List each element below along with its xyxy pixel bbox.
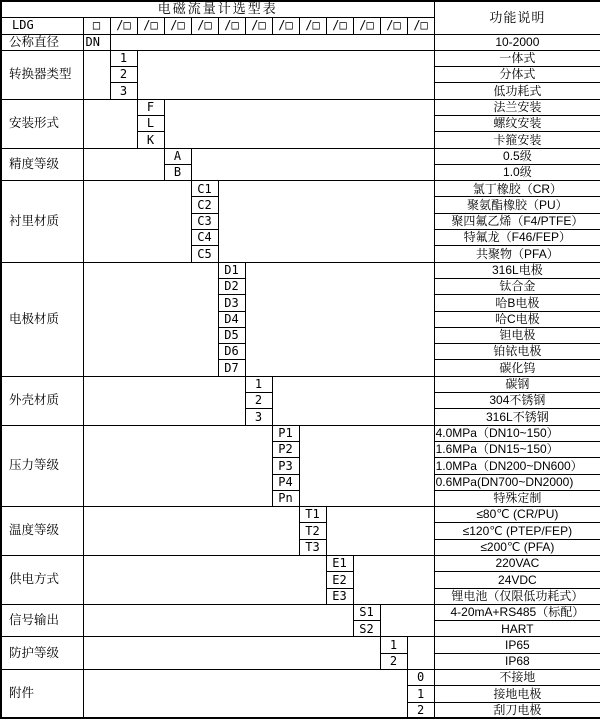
slash-code-box: /□	[272, 17, 299, 34]
option-desc: 哈B电极	[434, 295, 600, 311]
slash-code-box: /□	[137, 17, 164, 34]
option-desc: 4.0MPa（DN10~150）	[434, 425, 600, 441]
slash-code-box: /□	[218, 17, 245, 34]
option-desc: 聚四氟乙烯（F4/PTFE）	[434, 213, 600, 229]
code-cell: S2	[353, 621, 380, 637]
option-desc: 特殊定制	[434, 490, 600, 506]
code-cell: T1	[299, 507, 326, 523]
slash-code-box: /□	[299, 17, 326, 34]
category-label-accessories: 附件	[1, 670, 83, 719]
option-desc: HART	[434, 621, 600, 637]
spacer-cell	[110, 34, 434, 50]
category-label-pressure-rating: 压力等级	[1, 425, 83, 506]
option-desc: ≤200℃ (PFA)	[434, 539, 600, 555]
code-cell: E2	[326, 572, 353, 588]
code-cell: 1	[380, 637, 407, 653]
option-desc: 聚氨酯橡胶（PU）	[434, 197, 600, 213]
code-cell: K	[137, 132, 164, 148]
code-cell: P3	[272, 458, 299, 474]
spacer-cell	[83, 148, 164, 181]
category-label-nominal-diameter: 公称直径	[1, 34, 83, 50]
category-label-liner-material: 衬里材质	[1, 181, 83, 262]
table-title: 电磁流量计选型表	[1, 1, 434, 17]
category-label-electrode-material: 电极材质	[1, 262, 83, 376]
option-desc: 共聚物（PFA）	[434, 246, 600, 262]
category-label-protection-rating: 防护等级	[1, 637, 83, 670]
code-cell: T3	[299, 539, 326, 555]
slash-code-box: /□	[245, 17, 272, 34]
slash-code-box: /□	[380, 17, 407, 34]
spacer-cell	[137, 50, 434, 99]
option-desc: 一体式	[434, 50, 600, 66]
slash-code-box: /□	[191, 17, 218, 34]
option-desc: 钽电极	[434, 327, 600, 343]
option-desc: 法兰安装	[434, 99, 600, 115]
code-cell: D3	[218, 295, 245, 311]
code-cell: 2	[380, 653, 407, 669]
code-cell: E1	[326, 556, 353, 572]
spacer-cell	[245, 262, 434, 376]
option-desc: 低功耗式	[434, 83, 600, 99]
desc-column-header: 功能说明	[434, 1, 600, 34]
spacer-cell	[83, 181, 191, 262]
option-desc: ≤80℃ (CR/PU)	[434, 507, 600, 523]
option-desc: IP65	[434, 637, 600, 653]
spacer-cell	[380, 604, 434, 637]
option-desc: 1.6MPa（DN15~150）	[434, 441, 600, 457]
option-desc: 碳钢	[434, 376, 600, 392]
slash-code-box: /□	[407, 17, 434, 34]
code-cell: 0	[407, 670, 434, 686]
option-desc: 氯丁橡胶（CR）	[434, 181, 600, 197]
code-cell: S1	[353, 604, 380, 620]
slash-code-box: /□	[110, 17, 137, 34]
spacer-cell	[164, 99, 434, 148]
code-cell: A	[164, 148, 191, 164]
option-desc: 1.0级	[434, 164, 600, 180]
spacer-cell	[83, 637, 380, 670]
category-label-housing-material: 外壳材质	[1, 376, 83, 425]
code-cell: F	[137, 99, 164, 115]
spacer-cell	[83, 556, 326, 605]
option-desc: 接地电极	[434, 686, 600, 702]
spacer-cell	[83, 262, 218, 376]
slash-code-box: /□	[164, 17, 191, 34]
option-desc: 锂电池（仅限低功耗式）	[434, 588, 600, 604]
option-desc: 钛合金	[434, 278, 600, 294]
code-cell: P4	[272, 474, 299, 490]
code-cell: 1	[407, 686, 434, 702]
option-desc: 316L不锈钢	[434, 409, 600, 425]
spacer-cell	[83, 670, 407, 719]
option-desc: ≤120℃ (PTEP/FEP)	[434, 523, 600, 539]
spacer-cell	[299, 425, 434, 506]
code-cell: D7	[218, 360, 245, 376]
spacer-cell	[83, 604, 353, 637]
code-cell: C2	[191, 197, 218, 213]
category-label-power-supply: 供电方式	[1, 556, 83, 605]
code-cell: 2	[110, 67, 137, 83]
code-cell: 2	[407, 702, 434, 718]
option-desc: 220VAC	[434, 556, 600, 572]
option-desc: 特氟龙（F46/FEP）	[434, 230, 600, 246]
code-cell: 1	[110, 50, 137, 66]
model-prefix: LDG	[1, 17, 83, 34]
code-box: □	[83, 17, 110, 34]
category-label-installation: 安装形式	[1, 99, 83, 148]
code-cell: L	[137, 115, 164, 131]
option-desc: 不接地	[434, 670, 600, 686]
code-cell: 3	[110, 83, 137, 99]
spacer-cell	[218, 181, 434, 262]
spacer-cell	[83, 507, 299, 556]
spacer-cell	[353, 556, 434, 605]
slash-code-box: /□	[326, 17, 353, 34]
option-desc: 10-2000	[434, 34, 600, 50]
option-desc: 螺纹安装	[434, 115, 600, 131]
option-desc: 碳化钨	[434, 360, 600, 376]
option-desc: 316L电极	[434, 262, 600, 278]
code-cell: Pn	[272, 490, 299, 506]
code-cell: D2	[218, 278, 245, 294]
code-cell: C1	[191, 181, 218, 197]
option-desc: 304不锈钢	[434, 393, 600, 409]
category-label-temperature-rating: 温度等级	[1, 507, 83, 556]
code-cell: C4	[191, 230, 218, 246]
spacer-cell	[83, 376, 245, 425]
slash-code-box: /□	[353, 17, 380, 34]
code-cell: 1	[245, 376, 272, 392]
category-label-signal-output: 信号输出	[1, 604, 83, 637]
code-cell: DN	[83, 34, 110, 50]
code-cell: P2	[272, 441, 299, 457]
category-label-converter-type: 转换器类型	[1, 50, 83, 99]
option-desc: 卡箍安装	[434, 132, 600, 148]
category-label-accuracy: 精度等级	[1, 148, 83, 181]
code-cell: B	[164, 164, 191, 180]
code-cell: T2	[299, 523, 326, 539]
spacer-cell	[407, 637, 434, 670]
option-desc: 刮刀电极	[434, 702, 600, 718]
option-desc: 24VDC	[434, 572, 600, 588]
code-cell: P1	[272, 425, 299, 441]
code-cell: C3	[191, 213, 218, 229]
option-desc: 哈C电极	[434, 311, 600, 327]
code-cell: D6	[218, 344, 245, 360]
code-cell: C5	[191, 246, 218, 262]
option-desc: 0.6MPa(DN700~DN2000)	[434, 474, 600, 490]
code-cell: 3	[245, 409, 272, 425]
code-cell: D4	[218, 311, 245, 327]
code-cell: 2	[245, 393, 272, 409]
option-desc: IP68	[434, 653, 600, 669]
option-desc: 分体式	[434, 67, 600, 83]
spacer-cell	[83, 425, 272, 506]
spacer-cell	[191, 148, 434, 181]
code-cell: D1	[218, 262, 245, 278]
spacer-cell	[83, 99, 137, 148]
code-cell: D5	[218, 327, 245, 343]
option-desc: 4-20mA+RS485（标配）	[434, 604, 600, 620]
spacer-cell	[326, 507, 434, 556]
option-desc: 1.0MPa（DN200~DN600）	[434, 458, 600, 474]
option-desc: 铂铱电极	[434, 344, 600, 360]
spacer-cell	[83, 50, 110, 99]
option-desc: 0.5级	[434, 148, 600, 164]
code-cell: E3	[326, 588, 353, 604]
spacer-cell	[272, 376, 434, 425]
